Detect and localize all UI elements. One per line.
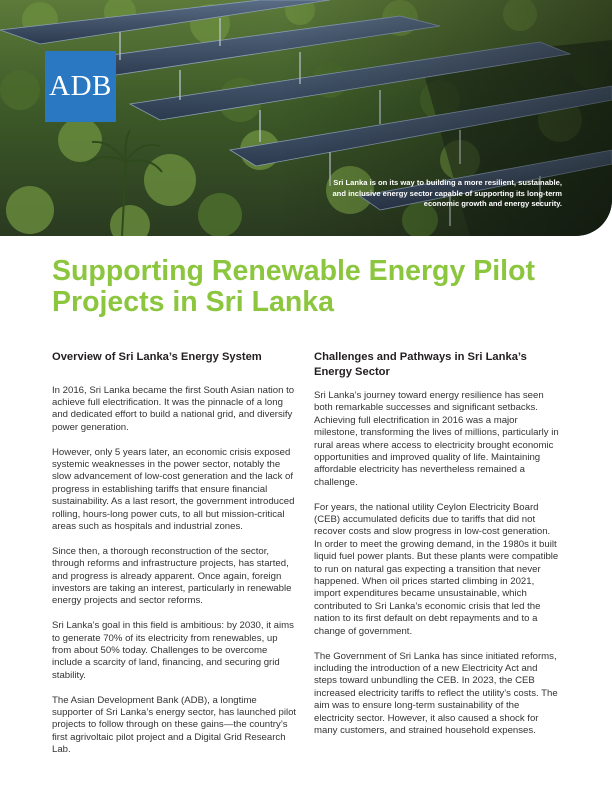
page-title: Supporting Renewable Energy Pilot Projects in Sri Lanka [52,255,535,318]
paragraph: In 2016, Sri Lanka became the first South Asian nation to achieve full electrification. It was the pinnacle of a long and dedicated effort to build a national grid, and diversify power generation. [52,384,295,433]
right-column [314,350,559,750]
paragraph: Since then, a thorough reconstruction of the sector, through reforms and infrastructure projects, has started, and progress is already apparent. Once again, foreign investors are taking an interest, particularly in renewable energy projects and sector reforms. [52,545,292,607]
paragraph: The Asian Development Bank (ADB), a longtime supporter of Sri Lanka’s energy sector, has launched pilot projects to follow through on these gains—the country’s first agrivoltaic pilot project and a Digital Grid Research Lab. [52,694,297,756]
left-column [52,350,297,769]
hero-caption: Sri Lanka is on its way to building a more resilient, sustainable, and inclusive energy sector capable of supporting its long-term economic growth and energy security. [332,178,562,208]
section-heading-overview: Overview of Sri Lanka’s Energy System [52,351,262,363]
paragraph: Sri Lanka’s journey toward energy resilience has seen both remarkable successes and significant setbacks. Achieving full electrification in 2016 was a major milestone, transforming the lives of millions, particularly in rural areas where access to electricity brought economic opportunities and improved quality of life. Maintaining affordable electricity has nevertheless remained a challenge. [314,390,559,488]
adb-logo: ADB [45,51,116,122]
paragraph: Sri Lanka’s goal in this field is ambitious: by 2030, it aims to generate 70% of its electricity from renewables, up from about 50% today. Challenges to be overcome include a scarcity of land, financing, and securing grid stability. [52,620,294,681]
hero-photo [0,0,612,236]
paragraph: However, only 5 years later, an economic crisis exposed systemic weaknesses in the power sector, notably the slow advancement of low-cost generation and the lack of progress in establishing tariffs that ensure financial sustainability. As a last resort, the government introduced rolling, hours-long power cuts, to all but mission-critical areas such as hospitals and industrial zones. [52,446,295,532]
paragraph: The Government of Sri Lanka has since initiated reforms, including the introduction of a new Electricity Act and steps toward unbundling the CEB. In 2023, the CEB increased electricity tariffs to reflect the utility’s costs. The aim was to ensure long-term sustainability of the electricity sector. However, it also caused a shock for many customers, and strained household expenses. [314,650,558,736]
paragraph: For years, the national utility Ceylon Electricity Board (CEB) accumulated deficits due to tariffs that did not recover costs and slow progress in low-cost generation. In order to meet the growing demand, in the 1980s it built liquid fuel power plants. But these plants were compatible to run on natural gas expecting a transition that never happened. When oil prices started climbing in 2021, import expenditures became unsustainable, which contributed to Sri Lanka’s economic crisis that led the nation to its first default on debt repayments and to a change of government. [314,501,559,637]
section-heading-challenges: Challenges and Pathways in Sri Lanka’s Energy Sector [314,351,527,378]
